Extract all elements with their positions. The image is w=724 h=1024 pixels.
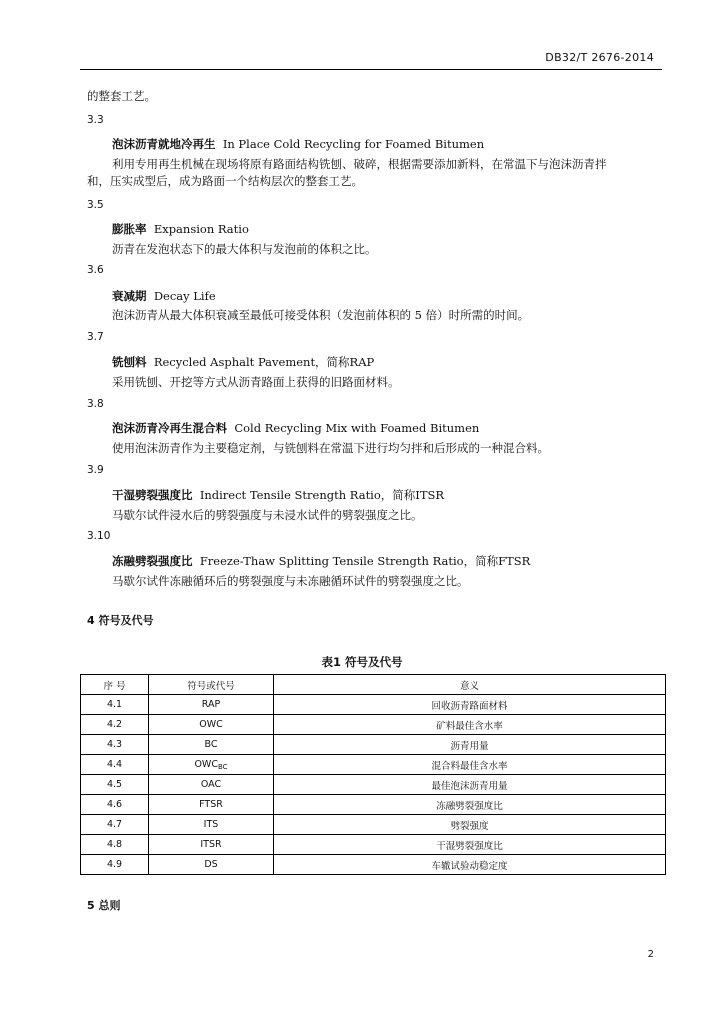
clause-number: 3.7 — [87, 331, 104, 343]
table-cell: 4.2 — [81, 715, 149, 735]
table-row — [81, 855, 666, 875]
term-heading — [112, 420, 479, 436]
term-english: In Place Cold Recycling for Foamed Bitumen — [222, 137, 485, 151]
clause-number: 3.3 — [87, 114, 104, 126]
term-heading — [112, 288, 216, 304]
column-header: 序 号 — [81, 675, 149, 695]
symbol-text: OWC — [194, 758, 218, 770]
table-cell: DS — [149, 855, 274, 875]
term-heading — [112, 553, 530, 569]
table-cell: 4.8 — [81, 835, 149, 855]
table-cell: 回收沥青路面材料 — [274, 695, 666, 715]
definition-line: 马歇尔试件浸水后的劈裂强度与未浸水试件的劈裂强度之比。 — [112, 508, 423, 522]
definition-line: 使用泡沫沥青作为主要稳定剂，与铣刨料在常温下进行均匀拌和后形成的一种混合料。 — [112, 441, 549, 455]
term-chinese: 冻融劈裂强度比 — [112, 554, 193, 568]
clause-number: 3.9 — [87, 464, 104, 476]
table-caption: 表1 符号及代号 — [321, 655, 403, 669]
term-heading — [112, 487, 444, 503]
clause-number: 3.8 — [87, 398, 104, 410]
table-cell: 车辙试验动稳定度 — [274, 855, 666, 875]
term-english: Decay Life — [153, 289, 216, 303]
term-chinese: 泡沫沥青冷再生混合料 — [112, 421, 227, 435]
term-heading — [112, 221, 249, 237]
table-cell: 4.6 — [81, 795, 149, 815]
table-cell: 劈裂强度 — [274, 815, 666, 835]
table-cell: 4.1 — [81, 695, 149, 715]
table-cell: ITSR — [149, 835, 274, 855]
term-english: Recycled Asphalt Pavement，简称RAP — [153, 355, 375, 369]
table-row — [81, 835, 666, 855]
term-chinese: 泡沫沥青就地冷再生 — [112, 137, 216, 151]
table-header-row — [81, 675, 666, 695]
table-cell: 4.3 — [81, 735, 149, 755]
table-row — [81, 735, 666, 755]
table-cell: BC — [149, 735, 274, 755]
header-rule — [80, 69, 662, 70]
definition-line: 利用专用再生机械在现场将原有路面结构铣刨、破碎，根据需要添加新料，在常温下与泡沫沥青拌 — [112, 157, 607, 171]
definition-line: 泡沫沥青从最大体积衰减至最低可接受体积（发泡前体积的 5 倍）时所需的时间。 — [112, 308, 530, 322]
clause-number: 3.5 — [87, 199, 104, 211]
table-cell: 4.7 — [81, 815, 149, 835]
clause-number: 3.6 — [87, 264, 104, 276]
clause-number: 3.10 — [87, 530, 111, 542]
term-english: Cold Recycling Mix with Foamed Bitumen — [234, 421, 480, 435]
term-chinese: 干湿劈裂强度比 — [112, 488, 193, 502]
table-cell: RAP — [149, 695, 274, 715]
term-heading — [112, 354, 374, 370]
table-cell: 冻融劈裂强度比 — [274, 795, 666, 815]
table-cell: 4.9 — [81, 855, 149, 875]
table-row — [81, 795, 666, 815]
table-cell: 沥青用量 — [274, 735, 666, 755]
table-cell: FTSR — [149, 795, 274, 815]
table-row — [81, 695, 666, 715]
term-heading — [112, 136, 484, 152]
symbols-table — [80, 674, 666, 875]
document-code: DB32/T 2676-2014 — [545, 51, 654, 64]
continuation-text: 的整套工艺。 — [87, 89, 156, 103]
table-row — [81, 775, 666, 795]
definition-line: 马歇尔试件冻融循环后的劈裂强度与未冻融循环试件的劈裂强度之比。 — [112, 574, 469, 588]
term-english: Indirect Tensile Strength Ratio，简称ITSR — [199, 488, 445, 502]
definition-line: 和，压实成型后，成为路面一个结构层次的整套工艺。 — [87, 174, 363, 188]
table-cell: 最佳泡沫沥青用量 — [274, 775, 666, 795]
column-header: 符号或代号 — [149, 675, 274, 695]
table-cell: 矿料最佳含水率 — [274, 715, 666, 735]
term-chinese: 膨胀率 — [112, 222, 147, 236]
table-cell — [149, 755, 274, 775]
table-row — [81, 715, 666, 735]
column-header: 意义 — [274, 675, 666, 695]
term-chinese: 衰减期 — [112, 289, 147, 303]
section-heading: 4 符号及代号 — [87, 614, 154, 627]
table-row — [81, 815, 666, 835]
table-cell: 干湿劈裂强度比 — [274, 835, 666, 855]
section-heading: 5 总则 — [87, 899, 121, 912]
table-cell: 4.4 — [81, 755, 149, 775]
definition-line: 采用铣刨、开挖等方式从沥青路面上获得的旧路面材料。 — [112, 375, 400, 389]
symbol-subscript: BC — [217, 762, 228, 771]
term-english: Expansion Ratio — [153, 222, 249, 236]
table-cell: ITS — [149, 815, 274, 835]
table-cell: 4.5 — [81, 775, 149, 795]
table-row — [81, 755, 666, 775]
page-number: 2 — [647, 949, 654, 960]
term-english: Freeze-Thaw Splitting Tensile Strength Ratio，简称FTSR — [199, 554, 531, 568]
table-cell: 混合料最佳含水率 — [274, 755, 666, 775]
definition-line: 沥青在发泡状态下的最大体积与发泡前的体积之比。 — [112, 242, 377, 256]
table-cell: OWC — [149, 715, 274, 735]
table-cell: OAC — [149, 775, 274, 795]
term-chinese: 铣刨料 — [112, 355, 147, 369]
